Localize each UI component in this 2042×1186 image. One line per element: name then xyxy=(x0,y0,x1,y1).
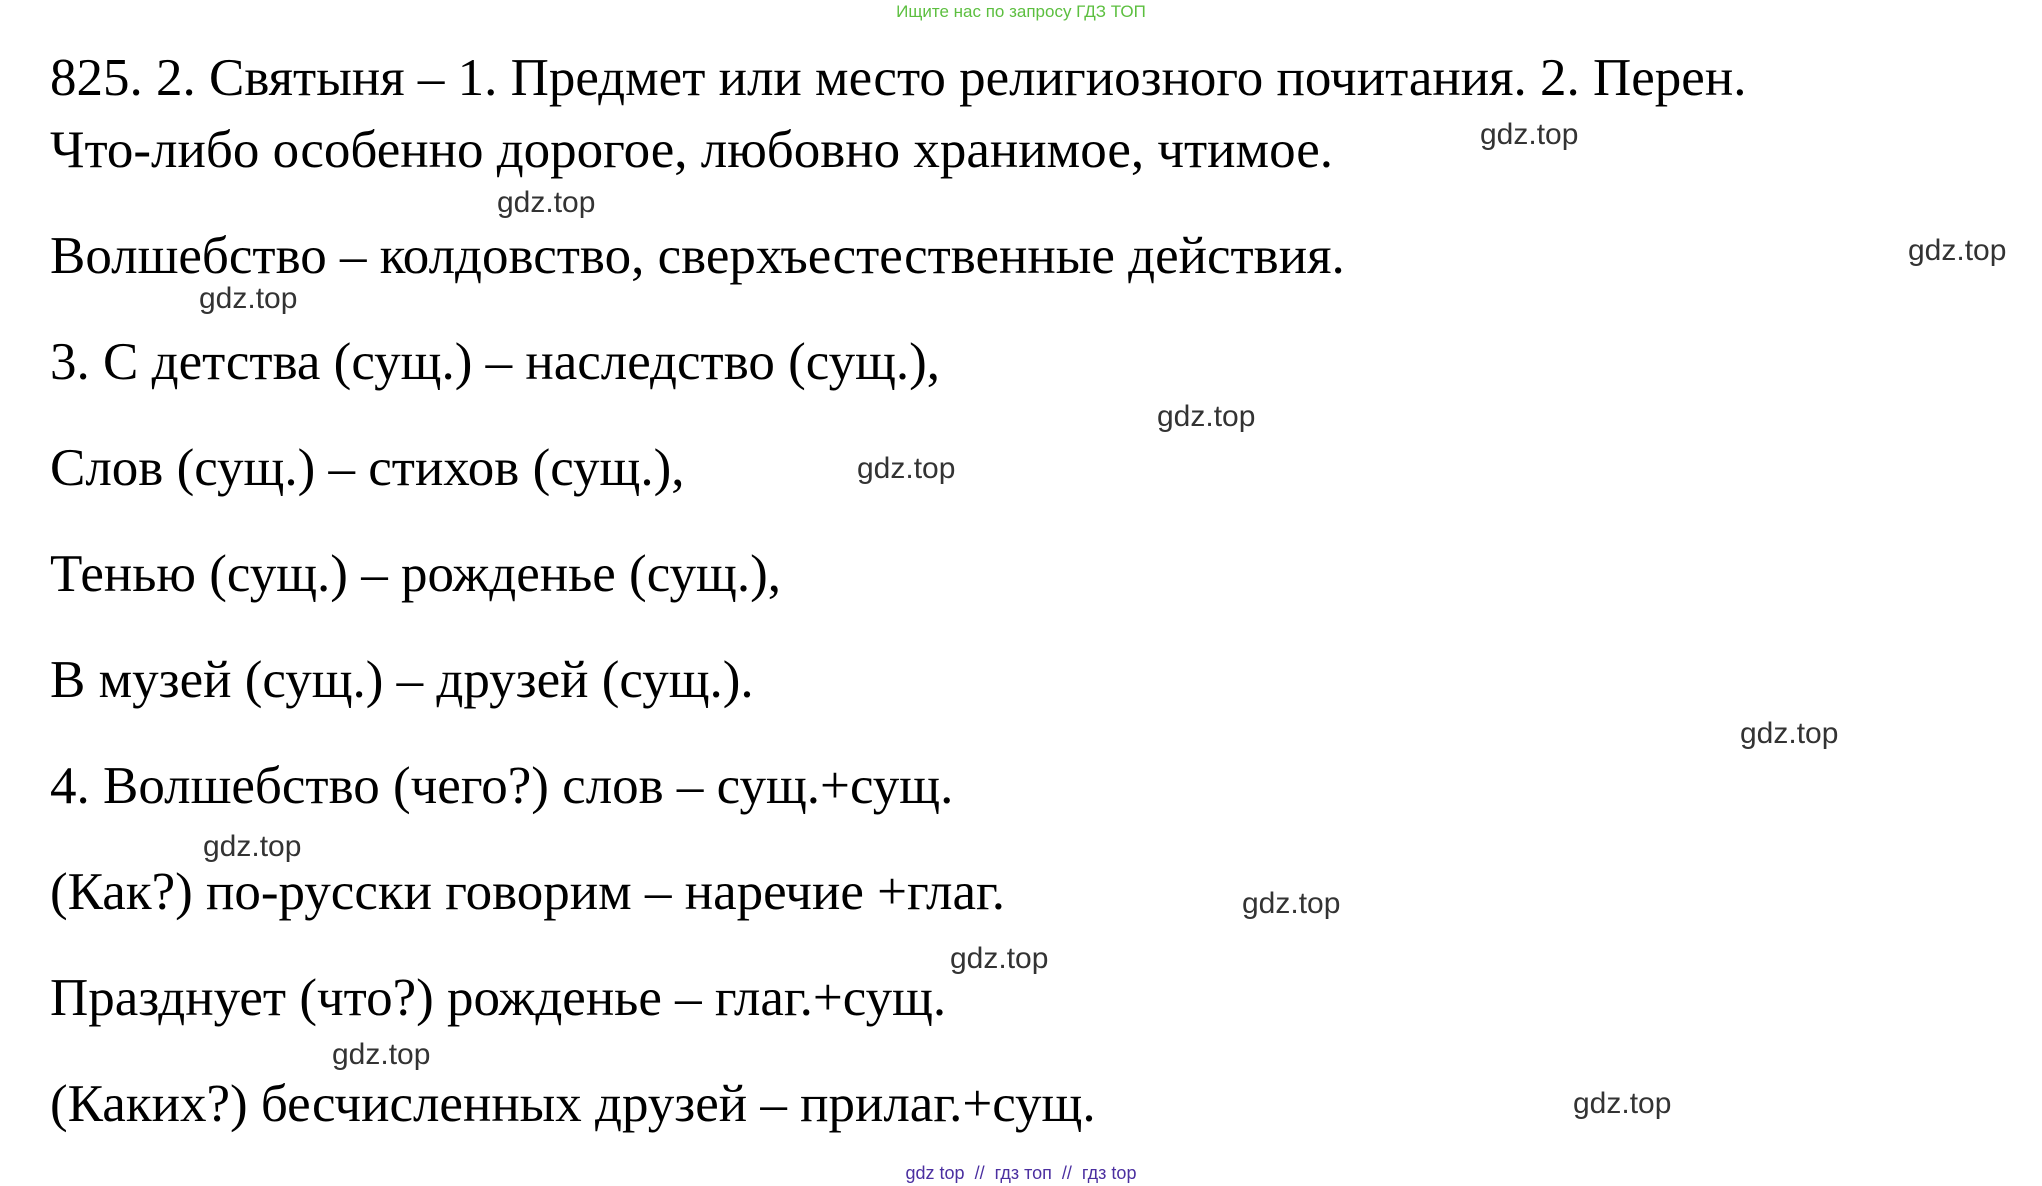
watermark: gdz.top xyxy=(950,942,1049,975)
text-line: (Как?) по-русски говорим – наречие +глаг. xyxy=(50,863,1006,921)
text-line: 825. 2. Святыня – 1. Предмет или место религиозного почитания. 2. Перен. xyxy=(50,49,1747,107)
footer-link[interactable]: gdz top xyxy=(905,1163,965,1183)
text-line: Слов (сущ.) – стихов (сущ.), xyxy=(50,439,685,497)
footer-separator: // xyxy=(974,1163,985,1183)
text-line: 3. С детства (сущ.) – наследство (сущ.), xyxy=(50,333,941,391)
text-line: В музей (сущ.) – друзей (сущ.). xyxy=(50,651,754,709)
watermark: gdz.top xyxy=(1573,1087,1672,1120)
watermark: gdz.top xyxy=(497,186,596,219)
watermark: gdz.top xyxy=(332,1038,431,1071)
footer-link[interactable]: гдз топ xyxy=(994,1163,1052,1183)
text-line: Что-либо особенно дорогое, любовно хранимое, чтимое. xyxy=(50,121,1333,179)
watermark: gdz.top xyxy=(203,830,302,863)
watermark: gdz.top xyxy=(1242,887,1341,920)
watermark: gdz.top xyxy=(199,282,298,315)
footer-links xyxy=(0,1163,2042,1184)
text-line: (Каких?) бесчисленных друзей – прилаг.+сущ. xyxy=(50,1075,1096,1133)
footer-link[interactable]: гдз top xyxy=(1081,1163,1137,1183)
text-line: Тенью (сущ.) – рожденье (сущ.), xyxy=(50,545,781,603)
text-line: Волшебство – колдовство, сверхъестественные действия. xyxy=(50,227,1345,285)
watermark: gdz.top xyxy=(1908,234,2007,267)
text-line: 4. Волшебство (чего?) слов – сущ.+сущ. xyxy=(50,757,954,815)
footer-separator: // xyxy=(1061,1163,1072,1183)
text-line: Празднует (что?) рожденье – глаг.+сущ. xyxy=(50,969,947,1027)
watermark: gdz.top xyxy=(1480,118,1579,151)
watermark: gdz.top xyxy=(857,452,956,485)
watermark: gdz.top xyxy=(1740,717,1839,750)
watermark: gdz.top xyxy=(1157,400,1256,433)
header-note: Ищите нас по запросу ГДЗ ТОП xyxy=(896,2,1146,21)
